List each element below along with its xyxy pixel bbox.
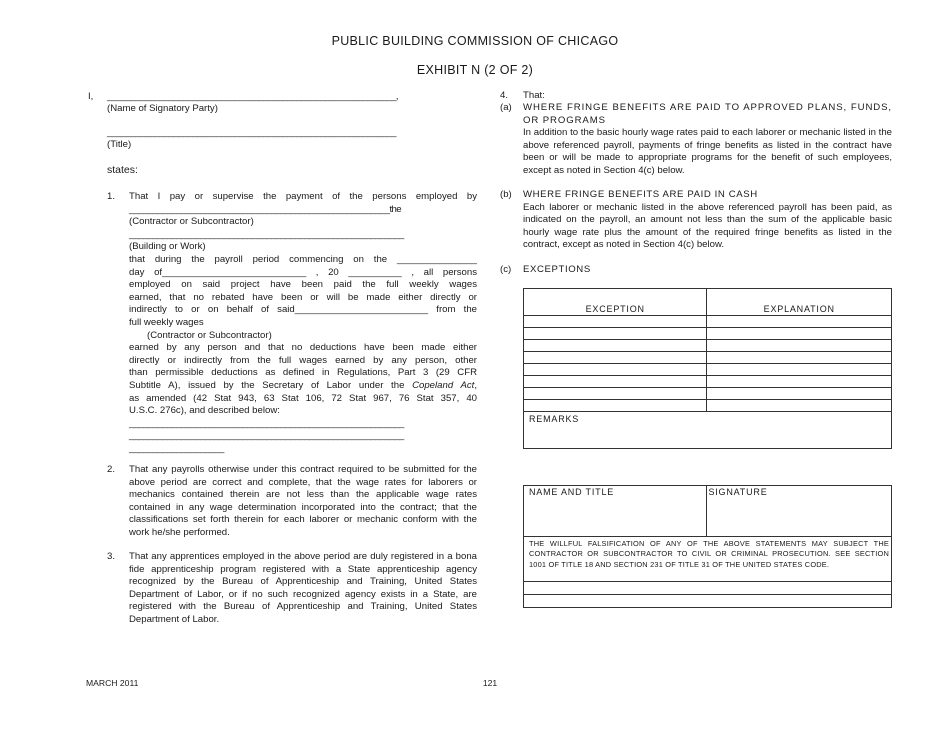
item-1-line: That I pay or supervise the payment of the persons employed by — [129, 191, 477, 202]
item-1-line: Subtitle A), issued by the Secretary of Labor under the Copeland Act, — [129, 379, 477, 391]
item-4-label: That: — [523, 90, 545, 101]
explanation-cell[interactable] — [707, 364, 892, 376]
item-4-number: 4. — [500, 90, 509, 101]
item-1-line: U.S.C. 276c), and described below: — [129, 405, 280, 417]
exception-cell[interactable] — [524, 376, 707, 388]
signature-label: SIGNATURE — [708, 487, 768, 497]
i-label: I, — [88, 91, 94, 102]
exception-cell[interactable] — [524, 316, 707, 328]
description-line[interactable]: __________________________________________________________ — [129, 430, 404, 442]
explanation-cell[interactable] — [707, 328, 892, 340]
exception-column-header: EXCEPTION — [524, 289, 707, 316]
exceptions-header-row — [524, 289, 892, 316]
contractor-caption-2: (Contractor or Subcontractor) — [147, 329, 272, 341]
item-4c-heading: EXCEPTIONS — [523, 264, 591, 275]
building-work-caption: (Building or Work) — [129, 241, 206, 253]
payroll-period-line[interactable]: that during the payroll period commencing on the _______________ — [129, 253, 477, 265]
item-4b-label: (b) — [500, 189, 512, 200]
item-4a — [500, 102, 892, 190]
warning-row — [524, 537, 892, 582]
table-row[interactable] — [524, 328, 892, 340]
explanation-cell[interactable] — [707, 376, 892, 388]
item-3 — [107, 551, 477, 631]
explanation-column-header: EXPLANATION — [707, 289, 892, 316]
explanation-cell[interactable] — [707, 352, 892, 364]
table-row[interactable] — [524, 340, 892, 352]
signatory-name-caption: (Name of Signatory Party) — [107, 103, 218, 114]
item-3-text: That any apprentices employed in the above period are duly registered in a bona fide apprenticeship program registered with a State apprenticeship agency recognized by the Bureau of Apprenticeship and Training, United States Department of Labor, or if no such recognized agency exists in a State, are registered with the Bureau of Apprenticeship and Training, United States Department of Labor. — [129, 551, 477, 625]
signatory-title-line[interactable]: _____________________________________________________________ — [107, 127, 396, 138]
item-4b-heading: WHERE FRINGE BENEFITS ARE PAID IN CASH — [523, 189, 758, 200]
contractor-line[interactable]: _______________________________________________________the — [129, 203, 401, 215]
table-row[interactable] — [524, 595, 892, 608]
table-row[interactable] — [524, 352, 892, 364]
item-4c-label: (c) — [500, 264, 512, 275]
building-work-line[interactable]: __________________________________________________________ — [129, 228, 404, 240]
signature-field[interactable] — [707, 486, 892, 537]
signatory-name-line[interactable]: _____________________________________________________________, — [107, 91, 398, 102]
item-1-line: earned by any person and that no deductions have been made either — [129, 342, 477, 354]
payroll-date-line[interactable]: day of___________________________ , 20 __________ , all persons — [129, 266, 477, 278]
remarks-field[interactable] — [524, 412, 892, 449]
name-title-label: NAME AND TITLE — [529, 487, 615, 497]
item-1-line: directly or indirectly from the full wages earned by any person, other — [129, 354, 477, 366]
table-row[interactable] — [524, 364, 892, 376]
item-1-line: as amended (42 Stat 943, 63 Stat 106, 72 Stat 967, 76 Stat 357, 40 — [129, 392, 477, 404]
item-2 — [107, 464, 477, 544]
item-1 — [107, 191, 477, 461]
exception-cell[interactable] — [524, 340, 707, 352]
item-4b-text: Each laborer or mechanic listed in the above referenced payroll has been paid, as indicated on the payroll, an amount not less than the sum of the applicable basic hourly wage rate plus the amount of the required fringe benefits as listed in the contract, except as noted in Section 4(c) below. — [523, 201, 892, 251]
item-2-text: That any payrolls otherwise under this contract required to be submitted for the above period are correct and complete, that the wage rates for laborers or mechanics contained therein are not less than the applicable wage rates contained in any wage determination incorporated into the contract; that the classifications set forth therein for each laborer or mechanic conform with the work he/she performed. — [129, 464, 477, 538]
exception-cell[interactable] — [524, 352, 707, 364]
item-4a-label: (a) — [500, 102, 512, 113]
item-3-number: 3. — [107, 551, 116, 562]
explanation-cell[interactable] — [707, 400, 892, 412]
exceptions-table — [523, 288, 892, 449]
warning-cell — [524, 537, 892, 582]
blank-cell[interactable] — [524, 595, 892, 608]
on-behalf-line[interactable]: indirectly to or on behalf of said_________________________ from the — [129, 304, 477, 316]
page-number: 121 — [482, 678, 498, 688]
item-4a-heading: WHERE FRINGE BENEFITS ARE PAID TO APPROVED PLANS, FUNDS, OR PROGRAMS — [523, 102, 892, 126]
explanation-cell[interactable] — [707, 388, 892, 400]
item-4c — [500, 264, 892, 278]
item-4b — [500, 189, 892, 265]
signatory-title-caption: (Title) — [107, 139, 132, 150]
document-title: PUBLIC BUILDING COMMISSION OF CHICAGO — [331, 34, 619, 48]
table-row[interactable] — [524, 400, 892, 412]
blank-cell[interactable] — [524, 582, 892, 595]
table-row[interactable] — [524, 316, 892, 328]
description-line[interactable]: __________________________________________________________ — [129, 417, 404, 429]
signature-row — [524, 486, 892, 537]
remarks-row[interactable] — [524, 412, 892, 449]
item-1-line: earned, that no rebated have been or will be made either directly or — [129, 291, 477, 303]
table-row[interactable] — [524, 388, 892, 400]
item-2-number: 2. — [107, 464, 116, 475]
exception-cell[interactable] — [524, 388, 707, 400]
exception-cell[interactable] — [524, 364, 707, 376]
explanation-cell[interactable] — [707, 340, 892, 352]
exhibit-label: EXHIBIT N (2 OF 2) — [416, 63, 534, 77]
explanation-cell[interactable] — [707, 316, 892, 328]
signature-table — [523, 485, 892, 608]
contractor-caption: (Contractor or Subcontractor) — [129, 216, 254, 228]
exception-cell[interactable] — [524, 328, 707, 340]
description-line[interactable]: ____________________ — [129, 442, 224, 454]
exception-cell[interactable] — [524, 400, 707, 412]
item-1-line: employed on said project have been paid the full weekly wages — [129, 279, 477, 291]
item-4a-text: In addition to the basic hourly wage rates paid to each laborer or mechanic listed in the above referenced payroll, payments of fringe benefits as listed in the contract have been or will be made to appropriate programs for the benefit of such employees, except as noted in Section 4(c) below. — [523, 127, 892, 176]
item-1-line: full weekly wages — [129, 316, 204, 328]
name-title-field[interactable] — [524, 486, 707, 537]
states-label: states: — [107, 164, 138, 176]
table-row[interactable] — [524, 582, 892, 595]
falsification-warning: THE WILLFUL FALSIFICATION OF ANY OF THE ABOVE STATEMENTS MAY SUBJECT THE CONTRACTOR OR SUBCONTRACTOR TO CIVIL OR CRIMINAL PROSECUTION. SEE SECTION 1001 OF TITLE 18 AND SECTION 231 OF TITLE 31 OF THE UNITED STATES CODE. — [529, 539, 889, 569]
table-row[interactable] — [524, 376, 892, 388]
item-1-number: 1. — [107, 191, 116, 202]
copeland-act: Copeland Act — [412, 379, 475, 391]
item-1-line: than permissible deductions as defined in Regulations, Part 3 (29 CFR — [129, 367, 477, 379]
footer-date: MARCH 2011 — [86, 678, 139, 688]
remarks-label: REMARKS — [529, 414, 580, 424]
